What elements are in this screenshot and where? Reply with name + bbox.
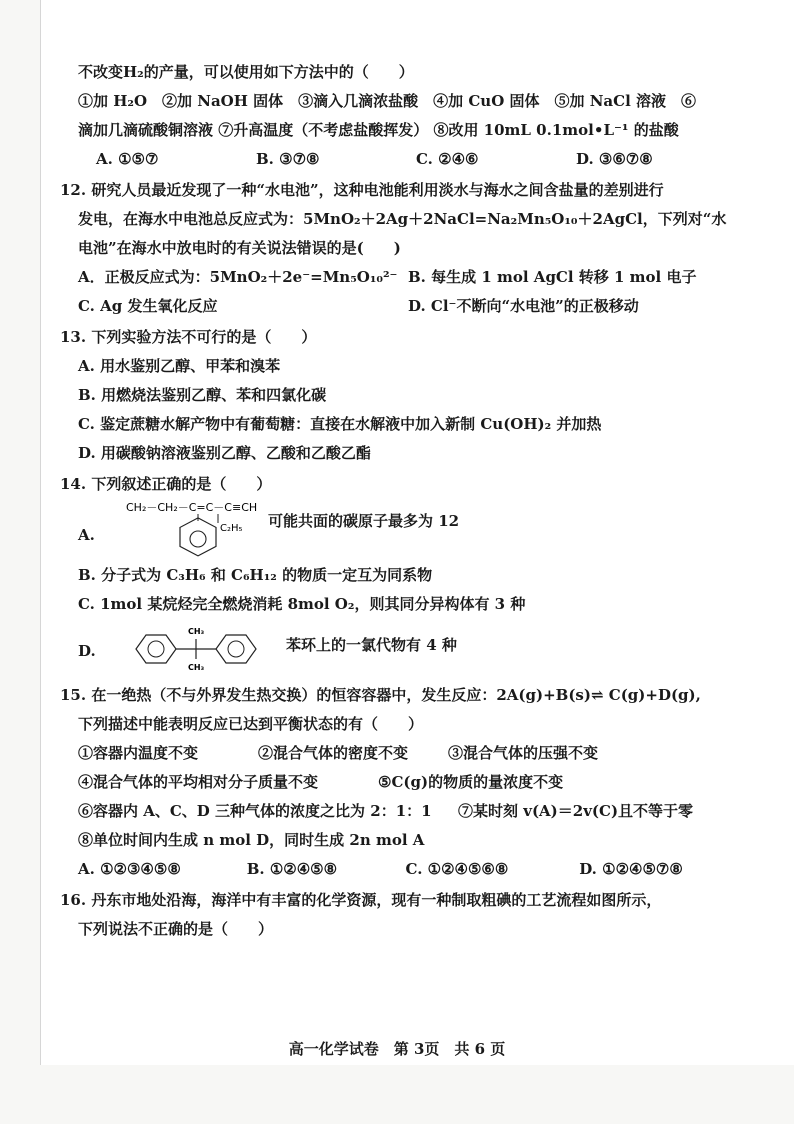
q14-stem: 14. 下列叙述正确的是（ ）: [60, 475, 272, 493]
q11-options: [78, 145, 738, 174]
q15-choice-2: ②混合气体的密度不变: [258, 744, 409, 762]
q15-choice-7: ⑦某时刻 v(A)＝2v(C)且不等于零: [458, 802, 694, 820]
q14-option-a-label: A.: [78, 526, 95, 544]
q12-options-row1: [78, 263, 738, 292]
page-footer: 高一化学试卷 第 3页 共 6 页: [288, 1040, 506, 1058]
q13-option-c: C. 鉴定蔗糖水解产物中有葡萄糖：直接在水解液中加入新制 Cu(OH)₂ 并加热: [78, 415, 602, 433]
q15-choice-8: ⑧单位时间内生成 n mol D，同时生成 2n mol A: [78, 831, 425, 849]
q15-line2: 下列描述中能表明反应已达到平衡状态的有（ ）: [78, 715, 424, 733]
q11-option-d: D. ③⑥⑦⑧: [576, 150, 653, 168]
q14-a-chain: CH₂－CH₂－C=C－C≡CH: [126, 501, 258, 514]
q15-option-b: B. ①②④⑤⑧: [246, 860, 338, 878]
q13-stem: 13. 下列实验方法不可行的是（ ）: [60, 328, 317, 346]
q14-a-ethyl: C₂H₅: [220, 523, 243, 534]
q12-option-b: B. 每生成 1 mol AgCl 转移 1 mol 电子: [408, 268, 697, 286]
q15-line1: 15. 在一绝热（不与外界发生热交换）的恒容容器中，发生反应：2A(g)+B(s)⇌ C(g)+D(g),: [60, 686, 701, 704]
q12-line1: 12. 研究人员最近发现了一种“水电池”，这种电池能利用淡水与海水之间含盐量的差别进行: [60, 181, 664, 199]
q11-option-b: B. ③⑦⑧: [256, 150, 320, 168]
q15-choices-row2: [78, 768, 738, 797]
q15-choices-row3: [78, 797, 738, 826]
q15-choice-6: ⑥容器内 A、C、D 三种气体的浓度之比为 2：1：1: [78, 802, 432, 820]
q15-choice-4: ④混合气体的平均相对分子质量不变: [78, 773, 319, 791]
q16-line1: 16. 丹东市地处沿海，海洋中有丰富的化学资源，现有一种制取粗碘的工艺流程如图所示，: [60, 891, 662, 909]
q15-options: [78, 855, 738, 884]
q14-a-structure: [126, 499, 266, 561]
q14-d-ch3-bottom: CH₃: [188, 663, 205, 672]
q13-option-a: A. 用水鉴别乙醇、甲苯和溴苯: [78, 357, 281, 375]
q15-option-a: A. ①②③④⑤⑧: [78, 860, 181, 878]
q14-option-a: [78, 499, 738, 561]
q11-option-a: A. ①⑤⑦: [96, 150, 159, 168]
q11-line3: 滴加几滴硫酸铜溶液 ⑦升高温度（不考虑盐酸挥发） ⑧改用 10mL 0.1mol•L⁻¹ 的盐酸: [78, 121, 679, 139]
q14-option-d-label: D.: [78, 642, 96, 660]
q12-line2: 发电，在海水中电池总反应式为：5MnO₂＋2Ag＋2NaCl=Na₂Mn₅O₁₀＋2AgCl，下列对“水: [78, 210, 727, 228]
q15-choice-1: ①容器内温度不变: [78, 744, 199, 762]
exam-content: [60, 58, 738, 944]
q14-d-structure: [126, 625, 286, 673]
q15-choices-row1: [78, 739, 738, 768]
q12-options-row2: [78, 292, 738, 321]
q11-line1: 不改变H₂的产量，可以使用如下方法中的（ ）: [78, 63, 414, 81]
q15-option-c: C. ①②④⑤⑥⑧: [405, 860, 509, 878]
q14-d-ch3-top: CH₃: [188, 627, 205, 636]
q13-option-b: B. 用燃烧法鉴别乙醇、苯和四氯化碳: [78, 386, 327, 404]
q15-choice-3: ③混合气体的压强不变: [448, 744, 599, 762]
q16-line2: 下列说法不正确的是（ ）: [78, 920, 274, 938]
q13-option-d: D. 用碳酸钠溶液鉴别乙醇、乙酸和乙酸乙酯: [78, 444, 371, 462]
q12-line3: 电池”在海水中放电时的有关说法错误的是( ): [78, 239, 401, 257]
q15-option-d: D. ①②④⑤⑦⑧: [579, 860, 683, 878]
q14-option-d-text: 苯环上的一氯代物有 4 种: [286, 636, 457, 654]
q14-option-c: C. 1mol 某烷烃完全燃烧消耗 8mol O₂，则其同分异构体有 3 种: [78, 595, 526, 613]
q11-line2: ①加 H₂O ②加 NaOH 固体 ③滴入几滴浓盐酸 ④加 CuO 固体 ⑤加 NaCl 溶液 ⑥: [78, 92, 697, 110]
q14-option-d: [78, 625, 738, 673]
q14-option-a-text: 可能共面的碳原子最多为 12: [268, 512, 460, 530]
q14-option-b: B. 分子式为 C₃H₆ 和 C₆H₁₂ 的物质一定互为同系物: [78, 566, 433, 584]
q12-option-a: A．正极反应式为：5MnO₂＋2e⁻=Mn₅O₁₀²⁻: [78, 268, 398, 286]
q12-option-c: C. Ag 发生氧化反应: [78, 297, 218, 315]
q12-option-d: D. Cl⁻不断向“水电池”的正极移动: [408, 297, 639, 315]
q11-option-c: C. ②④⑥: [416, 150, 479, 168]
q15-choice-5: ⑤C(g)的物质的量浓度不变: [378, 773, 564, 791]
